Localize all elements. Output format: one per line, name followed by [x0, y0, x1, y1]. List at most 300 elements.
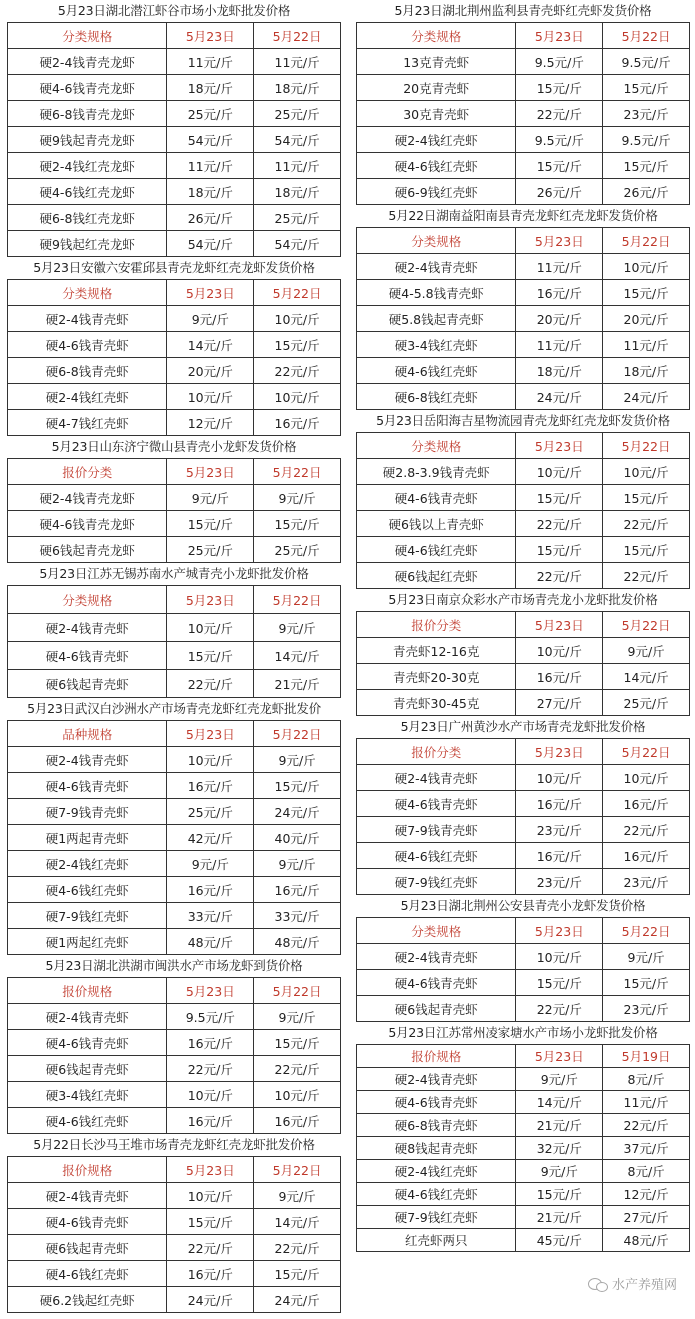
price-table — [7, 720, 341, 955]
header-cell: 5月22日 — [603, 433, 690, 459]
price-cell: 16元/斤 — [516, 280, 603, 306]
price-cell: 22元/斤 — [254, 1056, 341, 1082]
section-title: 5月22日湖南益阳南县青壳龙虾红壳龙虾发货价格 — [388, 208, 658, 223]
price-cell: 25元/斤 — [254, 537, 341, 563]
price-section — [7, 563, 341, 698]
price-cell: 21元/斤 — [516, 1206, 603, 1229]
spec-cell: 硬6.2钱起红壳虾 — [8, 1287, 167, 1313]
price-cell: 16元/斤 — [167, 877, 254, 903]
header-cell: 5月23日 — [167, 586, 254, 614]
table-header-row — [8, 459, 341, 485]
table-row — [8, 1004, 341, 1030]
price-cell: 8元/斤 — [603, 1160, 690, 1183]
table-row — [8, 1261, 341, 1287]
price-cell: 10元/斤 — [603, 765, 690, 791]
price-cell: 11元/斤 — [167, 153, 254, 179]
price-cell: 9元/斤 — [254, 614, 341, 642]
price-cell: 11元/斤 — [516, 332, 603, 358]
price-cell: 18元/斤 — [167, 179, 254, 205]
price-section — [7, 698, 341, 955]
header-cell: 5月22日 — [254, 978, 341, 1004]
header-cell: 5月22日 — [603, 918, 690, 944]
header-cell: 5月22日 — [254, 23, 341, 49]
table-row — [357, 664, 690, 690]
spec-cell: 硬6-9钱红壳虾 — [357, 179, 516, 205]
price-cell: 15元/斤 — [254, 1261, 341, 1287]
spec-cell: 硬4-6钱青壳龙虾 — [8, 511, 167, 537]
price-cell: 9元/斤 — [516, 1068, 603, 1091]
header-cell: 5月22日 — [254, 1157, 341, 1183]
price-cell: 24元/斤 — [167, 1287, 254, 1313]
spec-cell: 硬2.8-3.9钱青壳虾 — [357, 459, 516, 485]
table-row — [8, 306, 341, 332]
table-row — [8, 825, 341, 851]
header-cell: 报价规格 — [8, 1157, 167, 1183]
table-row — [8, 747, 341, 773]
section-title: 5月23日武汉白沙洲水产市场青壳龙虾红壳龙虾批发价 — [27, 701, 321, 716]
table-row — [357, 358, 690, 384]
price-cell: 15元/斤 — [516, 537, 603, 563]
price-section — [7, 1134, 341, 1313]
price-cell: 10元/斤 — [254, 1082, 341, 1108]
header-cell: 5月23日 — [516, 1045, 603, 1068]
price-cell: 8元/斤 — [603, 1068, 690, 1091]
table-row — [8, 537, 341, 563]
spec-cell: 硬6钱起青壳虾 — [8, 1235, 167, 1261]
header-cell: 分类规格 — [357, 23, 516, 49]
section-title: 5月23日湖北荆州公安县青壳小龙虾发货价格 — [400, 898, 646, 913]
price-cell: 20元/斤 — [167, 358, 254, 384]
price-section — [356, 1022, 690, 1252]
header-cell: 报价分类 — [8, 459, 167, 485]
table-header-row — [357, 433, 690, 459]
table-header-row — [357, 23, 690, 49]
price-table — [7, 585, 341, 698]
table-row — [8, 1108, 341, 1134]
price-cell: 20元/斤 — [603, 306, 690, 332]
section-title: 5月23日江苏无锡苏南水产城青壳小龙虾批发价格 — [39, 566, 309, 581]
spec-cell: 硬4-6钱青壳虾 — [8, 332, 167, 358]
table-row — [357, 765, 690, 791]
header-cell: 5月23日 — [167, 459, 254, 485]
table-row — [8, 1082, 341, 1108]
price-cell: 42元/斤 — [167, 825, 254, 851]
header-cell: 分类规格 — [357, 918, 516, 944]
spec-cell: 硬7-9钱红壳虾 — [357, 1206, 516, 1229]
price-cell: 12元/斤 — [603, 1183, 690, 1206]
header-cell: 分类规格 — [357, 228, 516, 254]
price-cell: 15元/斤 — [516, 970, 603, 996]
section-title: 5月23日广州黄沙水产市场青壳龙虾批发价格 — [400, 719, 646, 734]
price-table — [356, 917, 690, 1022]
price-cell: 16元/斤 — [603, 843, 690, 869]
header-cell: 5月22日 — [254, 586, 341, 614]
price-cell: 21元/斤 — [516, 1114, 603, 1137]
header-cell: 5月22日 — [254, 721, 341, 747]
table-row — [357, 970, 690, 996]
price-cell: 24元/斤 — [254, 1287, 341, 1313]
spec-cell: 硬2-4钱青壳虾 — [357, 1068, 516, 1091]
price-cell: 24元/斤 — [254, 799, 341, 825]
table-row — [357, 254, 690, 280]
header-cell: 5月22日 — [603, 23, 690, 49]
price-cell: 33元/斤 — [167, 903, 254, 929]
price-cell: 15元/斤 — [603, 280, 690, 306]
price-cell: 9.5元/斤 — [603, 49, 690, 75]
price-cell: 9元/斤 — [254, 1004, 341, 1030]
price-cell: 15元/斤 — [167, 1209, 254, 1235]
header-cell: 5月23日 — [516, 433, 603, 459]
price-cell: 10元/斤 — [254, 384, 341, 410]
price-cell: 27元/斤 — [603, 1206, 690, 1229]
spec-cell: 硬2-4钱青壳虾 — [8, 306, 167, 332]
price-table — [356, 227, 690, 410]
table-row — [8, 877, 341, 903]
header-cell: 5月22日 — [254, 459, 341, 485]
spec-cell: 硬6-8钱青壳虾 — [357, 1114, 516, 1137]
table-row — [357, 1229, 690, 1252]
header-cell: 5月23日 — [516, 228, 603, 254]
table-row — [8, 49, 341, 75]
header-cell: 5月23日 — [167, 721, 254, 747]
header-cell: 分类规格 — [8, 23, 167, 49]
header-cell: 5月23日 — [516, 23, 603, 49]
price-cell: 22元/斤 — [167, 1056, 254, 1082]
price-cell: 10元/斤 — [167, 1082, 254, 1108]
spec-cell: 硬2-4钱青壳龙虾 — [8, 485, 167, 511]
price-cell: 9元/斤 — [167, 306, 254, 332]
price-cell: 16元/斤 — [516, 843, 603, 869]
section-title: 5月23日山东济宁微山县青壳小龙虾发货价格 — [51, 439, 297, 454]
table-row — [357, 280, 690, 306]
spec-cell: 硬6-8钱红壳龙虾 — [8, 205, 167, 231]
price-cell: 23元/斤 — [603, 869, 690, 895]
header-cell: 5月23日 — [167, 23, 254, 49]
table-row — [8, 851, 341, 877]
table-header-row — [357, 1045, 690, 1068]
table-header-row — [8, 586, 341, 614]
header-cell: 分类规格 — [357, 433, 516, 459]
table-row — [357, 1183, 690, 1206]
price-cell: 15元/斤 — [254, 1030, 341, 1056]
price-cell: 9元/斤 — [254, 851, 341, 877]
spec-cell: 硬4-6钱青壳龙虾 — [8, 75, 167, 101]
price-cell: 16元/斤 — [254, 1108, 341, 1134]
price-cell: 33元/斤 — [254, 903, 341, 929]
price-cell: 23元/斤 — [516, 869, 603, 895]
spec-cell: 20克青壳虾 — [357, 75, 516, 101]
price-cell: 25元/斤 — [603, 690, 690, 716]
table-row — [357, 1068, 690, 1091]
header-cell: 5月23日 — [167, 1157, 254, 1183]
table-row — [8, 903, 341, 929]
price-section — [356, 0, 690, 205]
price-section — [7, 257, 341, 436]
price-cell: 9元/斤 — [254, 485, 341, 511]
price-cell: 10元/斤 — [167, 747, 254, 773]
wechat-icon — [588, 1276, 608, 1292]
price-cell: 14元/斤 — [603, 664, 690, 690]
table-row — [8, 127, 341, 153]
price-cell: 9.5元/斤 — [516, 49, 603, 75]
spec-cell: 硬3-4钱红壳虾 — [8, 1082, 167, 1108]
price-cell: 21元/斤 — [254, 670, 341, 698]
price-table — [7, 977, 341, 1134]
table-row — [357, 384, 690, 410]
spec-cell: 硬2-4钱青壳虾 — [357, 765, 516, 791]
table-row — [8, 511, 341, 537]
price-cell: 16元/斤 — [516, 664, 603, 690]
table-row — [357, 306, 690, 332]
price-cell: 11元/斤 — [254, 49, 341, 75]
left-column — [7, 0, 341, 1313]
spec-cell: 硬4-6钱青壳虾 — [357, 970, 516, 996]
spec-cell: 硬9钱起红壳龙虾 — [8, 231, 167, 257]
spec-cell: 硬4-7钱红壳虾 — [8, 410, 167, 436]
price-cell: 11元/斤 — [167, 49, 254, 75]
spec-cell: 硬2-4钱红壳虾 — [357, 1160, 516, 1183]
table-row — [357, 127, 690, 153]
header-cell: 5月22日 — [254, 280, 341, 306]
header-cell: 5月22日 — [603, 612, 690, 638]
spec-cell: 硬4-6钱红壳虾 — [8, 1261, 167, 1287]
table-header-row — [8, 1157, 341, 1183]
table-row — [357, 690, 690, 716]
spec-cell: 红壳虾两只 — [357, 1229, 516, 1252]
price-cell: 20元/斤 — [516, 306, 603, 332]
price-cell: 18元/斤 — [167, 75, 254, 101]
section-title: 5月22日长沙马王堆市场青壳龙虾红壳龙虾批发价格 — [33, 1137, 315, 1152]
price-table — [7, 458, 341, 563]
price-cell: 9元/斤 — [603, 638, 690, 664]
price-cell: 27元/斤 — [516, 690, 603, 716]
table-row — [8, 614, 341, 642]
table-row — [357, 49, 690, 75]
table-row — [8, 799, 341, 825]
price-cell: 16元/斤 — [167, 1030, 254, 1056]
header-cell: 5月23日 — [516, 918, 603, 944]
price-table — [356, 432, 690, 589]
table-row — [8, 642, 341, 670]
spec-cell: 硬4-6钱红壳虾 — [357, 1183, 516, 1206]
table-header-row — [357, 612, 690, 638]
table-header-row — [8, 978, 341, 1004]
price-table — [356, 22, 690, 205]
price-cell: 15元/斤 — [254, 332, 341, 358]
price-cell: 22元/斤 — [603, 511, 690, 537]
price-cell: 15元/斤 — [603, 537, 690, 563]
spec-cell: 硬2-4钱青壳虾 — [357, 254, 516, 280]
table-row — [8, 101, 341, 127]
price-cell: 15元/斤 — [603, 75, 690, 101]
price-section — [356, 205, 690, 410]
section-title: 5月23日南京众彩水产市场青壳龙小龙虾批发价格 — [388, 592, 658, 607]
section-title: 5月23日湖北潜江虾谷市场小龙虾批发价格 — [57, 3, 291, 18]
price-cell: 25元/斤 — [167, 101, 254, 127]
table-row — [357, 1160, 690, 1183]
price-cell: 24元/斤 — [603, 384, 690, 410]
table-row — [8, 670, 341, 698]
spec-cell: 硬4-6钱红壳虾 — [357, 153, 516, 179]
spec-cell: 硬4-6钱红壳虾 — [357, 843, 516, 869]
spec-cell: 13克青壳虾 — [357, 49, 516, 75]
spec-cell: 硬2-4钱青壳虾 — [8, 614, 167, 642]
header-cell: 5月23日 — [167, 978, 254, 1004]
price-cell: 22元/斤 — [516, 511, 603, 537]
price-table — [356, 738, 690, 895]
section-title: 5月23日江苏常州凌家塘水产市场小龙虾批发价格 — [388, 1025, 658, 1040]
price-cell: 15元/斤 — [603, 485, 690, 511]
table-row — [357, 869, 690, 895]
spec-cell: 硬6钱起青壳虾 — [8, 670, 167, 698]
price-section — [7, 955, 341, 1134]
spec-cell: 硬4-5.8钱青壳虾 — [357, 280, 516, 306]
table-row — [357, 511, 690, 537]
price-cell: 11元/斤 — [516, 254, 603, 280]
table-row — [8, 332, 341, 358]
price-table — [356, 611, 690, 716]
price-cell: 10元/斤 — [603, 254, 690, 280]
table-row — [8, 75, 341, 101]
table-row — [8, 773, 341, 799]
price-section — [356, 589, 690, 716]
header-cell: 品种规格 — [8, 721, 167, 747]
header-cell: 分类规格 — [8, 280, 167, 306]
table-row — [8, 485, 341, 511]
spec-cell: 硬4-6钱青壳虾 — [357, 485, 516, 511]
spec-cell: 硬3-4钱红壳虾 — [357, 332, 516, 358]
table-row — [357, 153, 690, 179]
price-section — [356, 410, 690, 589]
price-cell: 15元/斤 — [516, 1183, 603, 1206]
spec-cell: 硬2-4钱青壳虾 — [8, 1183, 167, 1209]
header-cell: 报价分类 — [357, 612, 516, 638]
price-cell: 22元/斤 — [516, 563, 603, 589]
table-row — [357, 638, 690, 664]
spec-cell: 硬7-9钱青壳虾 — [357, 817, 516, 843]
section-title: 5月23日岳阳海吉星物流园青壳龙虾红壳龙虾发货价格 — [376, 413, 670, 428]
price-cell: 15元/斤 — [603, 970, 690, 996]
price-cell: 26元/斤 — [516, 179, 603, 205]
table-row — [357, 996, 690, 1022]
table-row — [8, 358, 341, 384]
price-cell: 10元/斤 — [603, 459, 690, 485]
table-row — [8, 153, 341, 179]
header-cell: 5月23日 — [167, 280, 254, 306]
price-cell: 9元/斤 — [254, 747, 341, 773]
table-header-row — [8, 23, 341, 49]
spec-cell: 硬6钱起红壳虾 — [357, 563, 516, 589]
spec-cell: 硬4-6钱红壳龙虾 — [8, 179, 167, 205]
price-cell: 24元/斤 — [516, 384, 603, 410]
spec-cell: 硬6-8钱青壳虾 — [8, 358, 167, 384]
spec-cell: 硬6钱起青壳虾 — [357, 996, 516, 1022]
price-cell: 15元/斤 — [603, 153, 690, 179]
table-row — [8, 1287, 341, 1313]
price-cell: 16元/斤 — [254, 877, 341, 903]
table-row — [357, 843, 690, 869]
table-row — [357, 817, 690, 843]
table-row — [357, 179, 690, 205]
price-cell: 10元/斤 — [516, 944, 603, 970]
price-table — [7, 279, 341, 436]
price-cell: 11元/斤 — [603, 1091, 690, 1114]
header-cell: 5月19日 — [603, 1045, 690, 1068]
table-row — [357, 537, 690, 563]
price-cell: 15元/斤 — [167, 511, 254, 537]
table-row — [357, 1091, 690, 1114]
spec-cell: 硬4-6钱青壳虾 — [8, 1030, 167, 1056]
table-row — [8, 1183, 341, 1209]
table-row — [8, 179, 341, 205]
price-cell: 25元/斤 — [167, 537, 254, 563]
price-cell: 18元/斤 — [254, 179, 341, 205]
price-cell: 16元/斤 — [516, 791, 603, 817]
spec-cell: 硬4-6钱青壳虾 — [8, 642, 167, 670]
table-row — [8, 410, 341, 436]
table-header-row — [357, 739, 690, 765]
price-cell: 15元/斤 — [516, 75, 603, 101]
price-cell: 10元/斤 — [516, 638, 603, 664]
header-cell: 报价规格 — [357, 1045, 516, 1068]
table-row — [357, 563, 690, 589]
price-cell: 14元/斤 — [254, 1209, 341, 1235]
price-cell: 15元/斤 — [516, 153, 603, 179]
header-cell: 报价规格 — [8, 978, 167, 1004]
price-cell: 9元/斤 — [167, 485, 254, 511]
watermark — [588, 1274, 677, 1293]
price-section — [356, 895, 690, 1022]
price-cell: 26元/斤 — [603, 179, 690, 205]
price-cell: 22元/斤 — [516, 996, 603, 1022]
price-cell: 22元/斤 — [603, 817, 690, 843]
price-cell: 22元/斤 — [254, 1235, 341, 1261]
spec-cell: 硬4-6钱红壳虾 — [8, 877, 167, 903]
price-cell: 54元/斤 — [167, 127, 254, 153]
table-row — [8, 929, 341, 955]
table-header-row — [357, 228, 690, 254]
header-cell: 5月22日 — [603, 228, 690, 254]
price-cell: 9元/斤 — [603, 944, 690, 970]
table-header-row — [357, 918, 690, 944]
spec-cell: 青壳虾12-16克 — [357, 638, 516, 664]
price-cell: 15元/斤 — [516, 485, 603, 511]
price-cell: 22元/斤 — [167, 1235, 254, 1261]
section-title: 5月23日湖北荆州监利县青壳虾红壳虾发货价格 — [394, 3, 652, 18]
price-cell: 9元/斤 — [167, 851, 254, 877]
spec-cell: 硬4-6钱红壳虾 — [357, 537, 516, 563]
price-cell: 16元/斤 — [167, 1108, 254, 1134]
price-cell: 15元/斤 — [167, 642, 254, 670]
price-cell: 18元/斤 — [603, 358, 690, 384]
price-cell: 54元/斤 — [167, 231, 254, 257]
price-cell: 11元/斤 — [603, 332, 690, 358]
spec-cell: 硬4-6钱红壳虾 — [357, 358, 516, 384]
price-cell: 16元/斤 — [254, 410, 341, 436]
table-row — [8, 1209, 341, 1235]
spec-cell: 硬4-6钱青壳虾 — [8, 1209, 167, 1235]
price-cell: 22元/斤 — [603, 1114, 690, 1137]
spec-cell: 硬2-4钱红壳龙虾 — [8, 153, 167, 179]
table-row — [357, 75, 690, 101]
table-row — [357, 1114, 690, 1137]
table-row — [8, 384, 341, 410]
price-cell: 22元/斤 — [603, 563, 690, 589]
table-row — [8, 1235, 341, 1261]
right-column — [356, 0, 690, 1252]
price-cell: 23元/斤 — [603, 996, 690, 1022]
table-row — [357, 1206, 690, 1229]
